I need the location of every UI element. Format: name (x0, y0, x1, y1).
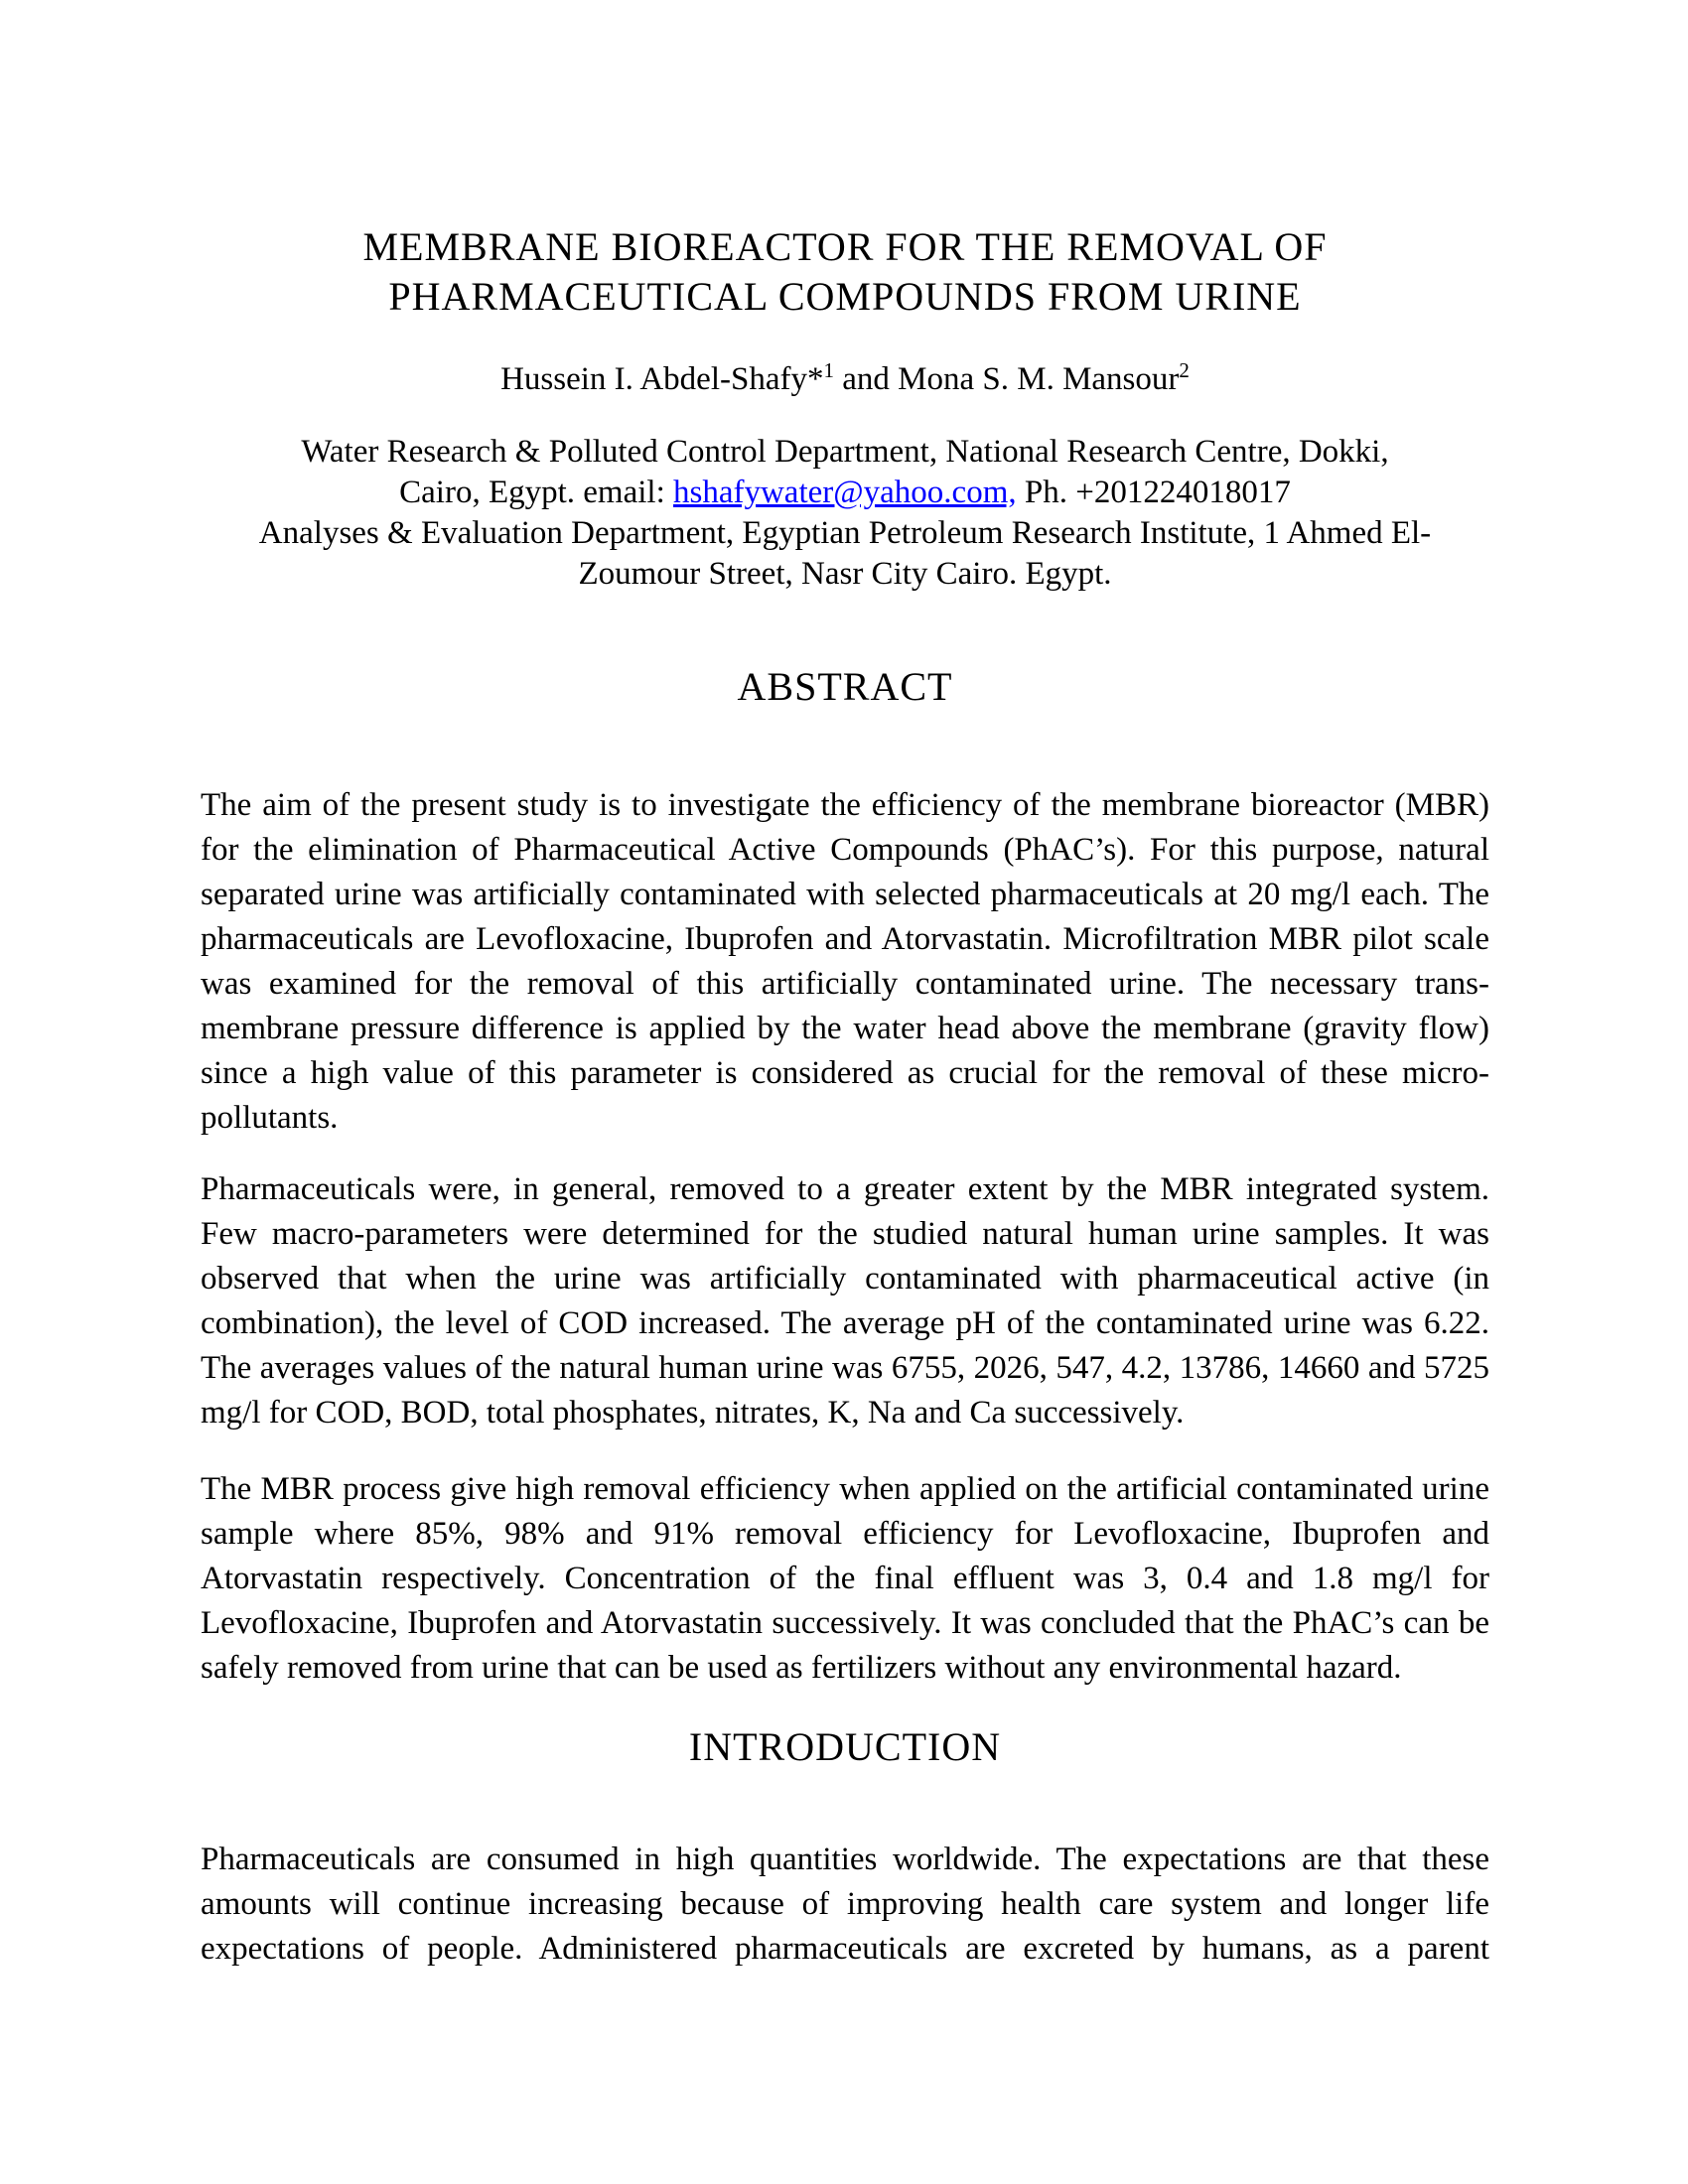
affiliation-line-2-suffix: Ph. +201224018017 (1016, 475, 1291, 510)
author-1-name: Hussein I. Abdel-Shafy* (500, 361, 824, 397)
affiliation-line-2 (201, 473, 1489, 513)
affiliation-block (201, 432, 1489, 595)
abstract-paragraph-2: Pharmaceuticals were, in general, removed to a greater extent by the MBR integrated system. Few macro-parameters were determined for the studied natural human urine samples. It was observed that when the urine was artificially contaminated with pharmaceutical active (in combination), the level of COD increased. The average pH of the contaminated urine was 6.22. The averages values of the natural human urine was 6755, 2026, 547, 4.2, 13786, 14660 and 5725 mg/l for COD, BOD, total phosphates, nitrates, K, Na and Ca successively. (201, 1171, 1489, 1431)
affiliation-line-4: Zoumour Street, Nasr City Cairo. Egypt. (578, 556, 1112, 592)
paper-title-line-2: PHARMACEUTICAL COMPOUNDS FROM URINE (388, 274, 1302, 319)
affiliation-line-2-prefix: Cairo, Egypt. email: (399, 475, 673, 510)
author-2-name: and Mona S. M. Mansour (833, 361, 1180, 397)
affiliation-line-1: Water Research & Polluted Control Department, National Research Centre, Dokki, (301, 434, 1389, 470)
author-1-superscript: 1 (823, 358, 834, 383)
page-content (201, 0, 1489, 1972)
introduction-heading: INTRODUCTION (688, 1724, 1002, 1769)
introduction-paragraph-1: Pharmaceuticals are consumed in high quantities worldwide. The expectations are that these amounts will continue increasing because of improving health care system and longer life expectations of people. Administered pharmaceuticals are excreted by humans, as a parent (201, 1842, 1489, 1967)
author-line (201, 357, 1489, 402)
paper-title (201, 222, 1489, 322)
affiliation-line-3: Analyses & Evaluation Department, Egyptian Petroleum Research Institute, 1 Ahmed El- (258, 515, 1432, 551)
paper-title-line-1: MEMBRANE BIOREACTOR FOR THE REMOVAL OF (362, 224, 1328, 269)
abstract-paragraph-1: The aim of the present study is to investigate the efficiency of the membrane bioreactor (MBR) for the elimination of Pharmaceutical Active Compounds (PhAC’s). For this purpose, natural separated urine was artificially contaminated with selected pharmaceuticals at 20 mg/l each. The pharmaceuticals are Levofloxacine, Ibuprofen and Atorvastatin. Microfiltration MBR pilot scale was examined for the removal of this artificially contaminated urine. The necessary trans-membrane pressure difference is applied by the water head above the membrane (gravity flow) since a high value of this parameter is considered as crucial for the removal of these micro-pollutants. (201, 787, 1489, 1136)
abstract-paragraph-3: The MBR process give high removal efficiency when applied on the artificial contaminated urine sample where 85%, 98% and 91% removal efficiency for Levofloxacine, Ibuprofen and Atorvastatin respectively. Concentration of the final effluent was 3, 0.4 and 1.8 mg/l for Levofloxacine, Ibuprofen and Atorvastatin successively. It was concluded that the PhAC’s can be safely removed from urine that can be used as fertilizers without any environmental hazard. (201, 1471, 1489, 1686)
author-2-superscript: 2 (1179, 358, 1190, 383)
abstract-heading: ABSTRACT (737, 664, 953, 709)
email-link[interactable]: hshafywater@yahoo.com, (673, 475, 1017, 510)
